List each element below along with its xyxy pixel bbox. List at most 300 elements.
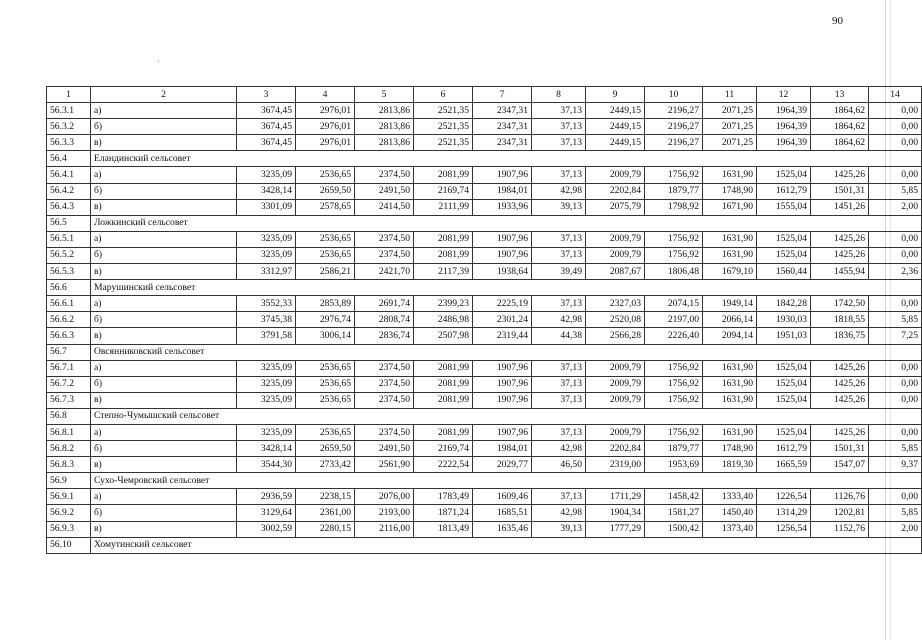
value-cell: 1818,55 <box>811 312 869 328</box>
table-row <box>47 457 922 473</box>
value-cell: 1871,24 <box>414 505 473 521</box>
row-code: 56.9.3 <box>47 521 91 537</box>
value-cell: 2081,99 <box>414 424 473 440</box>
section-row <box>47 151 922 167</box>
section-name: Овсянниковский сельсовет <box>91 344 922 360</box>
row-subitem: в) <box>91 264 237 280</box>
row-code: 56.6.3 <box>47 328 91 344</box>
value-cell: 1907,96 <box>473 231 532 247</box>
value-cell: 3674,45 <box>237 119 296 135</box>
value-cell: 2009,79 <box>586 247 645 263</box>
value-cell: 5,85 <box>869 505 922 521</box>
value-cell: 3235,09 <box>237 424 296 440</box>
row-code: 56.7.2 <box>47 376 91 392</box>
table-row <box>47 521 922 537</box>
value-cell: 0,00 <box>869 247 922 263</box>
row-code: 56.10 <box>47 537 91 553</box>
section-name: Марушинский сельсовет <box>91 280 922 296</box>
value-cell: 2238,15 <box>296 489 355 505</box>
table-row <box>47 360 922 376</box>
value-cell: 2071,25 <box>703 103 757 119</box>
value-cell: 2009,79 <box>586 231 645 247</box>
value-cell: 37,13 <box>532 247 586 263</box>
value-cell: 1425,26 <box>811 247 869 263</box>
value-cell: 1904,34 <box>586 505 645 521</box>
value-cell: 2319,44 <box>473 328 532 344</box>
value-cell: 42,98 <box>532 312 586 328</box>
value-cell: 1501,31 <box>811 183 869 199</box>
value-cell: 1819,30 <box>703 457 757 473</box>
value-cell: 1525,04 <box>757 376 811 392</box>
value-cell: 1333,40 <box>703 489 757 505</box>
value-cell: 2169,74 <box>414 441 473 457</box>
column-header: 14 <box>869 87 922 103</box>
row-subitem: в) <box>91 521 237 537</box>
value-cell: 3674,45 <box>237 103 296 119</box>
value-cell: 2225,19 <box>473 296 532 312</box>
value-cell: 2009,79 <box>586 376 645 392</box>
value-cell: 2521,35 <box>414 119 473 135</box>
row-code: 56.4.3 <box>47 199 91 215</box>
row-code: 56.5.1 <box>47 231 91 247</box>
value-cell: 1777,29 <box>586 521 645 537</box>
value-cell: 2327,03 <box>586 296 645 312</box>
value-cell: 1842,28 <box>757 296 811 312</box>
value-cell: 2813,86 <box>355 119 414 135</box>
value-cell: 2075,79 <box>586 199 645 215</box>
value-cell: 1451,26 <box>811 199 869 215</box>
section-row <box>47 537 922 553</box>
value-cell: 44,38 <box>532 328 586 344</box>
page-number: 90 <box>832 15 843 27</box>
value-cell: 1314,29 <box>757 505 811 521</box>
value-cell: 2076,00 <box>355 489 414 505</box>
table-row <box>47 312 922 328</box>
row-code: 56.7.1 <box>47 360 91 376</box>
row-subitem: в) <box>91 392 237 408</box>
table-row <box>47 199 922 215</box>
row-code: 56.9 <box>47 473 91 489</box>
value-cell: 1525,04 <box>757 231 811 247</box>
value-cell: 2066,14 <box>703 312 757 328</box>
row-code: 56.5.3 <box>47 264 91 280</box>
value-cell: 2071,25 <box>703 135 757 151</box>
row-subitem: б) <box>91 119 237 135</box>
value-cell: 37,13 <box>532 392 586 408</box>
section-name: Степно-Чумышский сельсовет <box>91 408 922 424</box>
value-cell: 1152,76 <box>811 521 869 537</box>
value-cell: 2374,50 <box>355 360 414 376</box>
value-cell: 37,13 <box>532 489 586 505</box>
row-code: 56.7 <box>47 344 91 360</box>
value-cell: 1501,31 <box>811 441 869 457</box>
value-cell: 5,85 <box>869 312 922 328</box>
value-cell: 2836,74 <box>355 328 414 344</box>
table-row <box>47 505 922 521</box>
section-row <box>47 473 922 489</box>
value-cell: 2561,90 <box>355 457 414 473</box>
table-row <box>47 424 922 440</box>
value-cell: 2280,15 <box>296 521 355 537</box>
table-row <box>47 328 922 344</box>
row-code: 56.6 <box>47 280 91 296</box>
value-cell: 2421,70 <box>355 264 414 280</box>
value-cell: 2536,65 <box>296 424 355 440</box>
value-cell: 1711,29 <box>586 489 645 505</box>
value-cell: 2374,50 <box>355 376 414 392</box>
value-cell: 2536,65 <box>296 392 355 408</box>
value-cell: 2193,00 <box>355 505 414 521</box>
value-cell: 1953,69 <box>645 457 703 473</box>
value-cell: 1951,03 <box>757 328 811 344</box>
value-cell: 0,00 <box>869 167 922 183</box>
value-cell: 2169,74 <box>414 183 473 199</box>
value-cell: 2196,27 <box>645 119 703 135</box>
value-cell: 1425,26 <box>811 392 869 408</box>
value-cell: 2117,39 <box>414 264 473 280</box>
value-cell: 1635,46 <box>473 521 532 537</box>
value-cell: 2081,99 <box>414 247 473 263</box>
value-cell: 1756,92 <box>645 424 703 440</box>
value-cell: 37,13 <box>532 360 586 376</box>
value-cell: 1458,42 <box>645 489 703 505</box>
value-cell: 1631,90 <box>703 247 757 263</box>
value-cell: 1256,54 <box>757 521 811 537</box>
value-cell: 0,00 <box>869 119 922 135</box>
value-cell: 2319,00 <box>586 457 645 473</box>
value-cell: 1425,26 <box>811 167 869 183</box>
value-cell: 0,00 <box>869 360 922 376</box>
value-cell: 1631,90 <box>703 360 757 376</box>
row-code: 56.5.2 <box>47 247 91 263</box>
value-cell: 1879,77 <box>645 441 703 457</box>
table-body <box>47 87 922 554</box>
column-header: 2 <box>91 87 237 103</box>
row-subitem: б) <box>91 312 237 328</box>
value-cell: 1547,07 <box>811 457 869 473</box>
row-subitem: а) <box>91 103 237 119</box>
value-cell: 1964,39 <box>757 135 811 151</box>
value-cell: 1525,04 <box>757 360 811 376</box>
value-cell: 1938,64 <box>473 264 532 280</box>
value-cell: 42,98 <box>532 441 586 457</box>
row-code: 56.6.2 <box>47 312 91 328</box>
value-cell: 1748,90 <box>703 183 757 199</box>
value-cell: 3745,38 <box>237 312 296 328</box>
value-cell: 3312,97 <box>237 264 296 280</box>
value-cell: 2094,14 <box>703 328 757 344</box>
value-cell: 1756,92 <box>645 247 703 263</box>
value-cell: 1864,62 <box>811 135 869 151</box>
value-cell: 2081,99 <box>414 392 473 408</box>
table-row <box>47 392 922 408</box>
value-cell: 2491,50 <box>355 441 414 457</box>
value-cell: 1631,90 <box>703 167 757 183</box>
value-cell: 1907,96 <box>473 392 532 408</box>
row-subitem: а) <box>91 489 237 505</box>
value-cell: 2586,21 <box>296 264 355 280</box>
value-cell: 2813,86 <box>355 103 414 119</box>
value-cell: 39,49 <box>532 264 586 280</box>
value-cell: 3674,45 <box>237 135 296 151</box>
value-cell: 39,13 <box>532 521 586 537</box>
row-subitem: в) <box>91 457 237 473</box>
row-subitem: б) <box>91 376 237 392</box>
value-cell: 2536,65 <box>296 376 355 392</box>
section-row <box>47 344 922 360</box>
value-cell: 2361,00 <box>296 505 355 521</box>
value-cell: 0,00 <box>869 296 922 312</box>
value-cell: 2301,24 <box>473 312 532 328</box>
value-cell: 2399,23 <box>414 296 473 312</box>
value-cell: 3129,64 <box>237 505 296 521</box>
column-header: 1 <box>47 87 91 103</box>
value-cell: 1742,50 <box>811 296 869 312</box>
value-cell: 1806,48 <box>645 264 703 280</box>
value-cell: 1525,04 <box>757 424 811 440</box>
value-cell: 2414,50 <box>355 199 414 215</box>
value-cell: 1500,42 <box>645 521 703 537</box>
value-cell: 3002,59 <box>237 521 296 537</box>
table-row <box>47 441 922 457</box>
value-cell: 2536,65 <box>296 360 355 376</box>
value-cell: 2009,79 <box>586 392 645 408</box>
value-cell: 3235,09 <box>237 247 296 263</box>
value-cell: 1555,04 <box>757 199 811 215</box>
value-cell: 0,00 <box>869 392 922 408</box>
value-cell: 1864,62 <box>811 119 869 135</box>
value-cell: 1836,75 <box>811 328 869 344</box>
value-cell: 42,98 <box>532 183 586 199</box>
tariff-table <box>46 86 922 554</box>
value-cell: 2659,50 <box>296 441 355 457</box>
table-row <box>47 264 922 280</box>
table-header-row <box>47 87 922 103</box>
value-cell: 2009,79 <box>586 360 645 376</box>
value-cell: 2226,40 <box>645 328 703 344</box>
row-subitem: в) <box>91 135 237 151</box>
value-cell: 1525,04 <box>757 167 811 183</box>
value-cell: 1525,04 <box>757 247 811 263</box>
value-cell: 1756,92 <box>645 231 703 247</box>
value-cell: 2029,77 <box>473 457 532 473</box>
row-code: 56.7.3 <box>47 392 91 408</box>
value-cell: 3006,14 <box>296 328 355 344</box>
value-cell: 37,13 <box>532 135 586 151</box>
table-row <box>47 167 922 183</box>
value-cell: 3235,09 <box>237 167 296 183</box>
column-header: 9 <box>586 87 645 103</box>
value-cell: 2808,74 <box>355 312 414 328</box>
value-cell: 3428,14 <box>237 441 296 457</box>
value-cell: 3235,09 <box>237 360 296 376</box>
value-cell: 7,25 <box>869 328 922 344</box>
value-cell: 2521,35 <box>414 135 473 151</box>
table-row <box>47 296 922 312</box>
value-cell: 2449,15 <box>586 119 645 135</box>
value-cell: 37,13 <box>532 424 586 440</box>
value-cell: 1984,01 <box>473 441 532 457</box>
value-cell: 2,00 <box>869 521 922 537</box>
value-cell: 2081,99 <box>414 167 473 183</box>
row-subitem: а) <box>91 424 237 440</box>
row-subitem: б) <box>91 183 237 199</box>
value-cell: 1609,46 <box>473 489 532 505</box>
value-cell: 1126,76 <box>811 489 869 505</box>
table-row <box>47 183 922 199</box>
column-header: 6 <box>414 87 473 103</box>
table-row <box>47 489 922 505</box>
value-cell: 2486,98 <box>414 312 473 328</box>
row-code: 56.4.1 <box>47 167 91 183</box>
value-cell: 2116,00 <box>355 521 414 537</box>
value-cell: 2222,54 <box>414 457 473 473</box>
value-cell: 2536,65 <box>296 247 355 263</box>
value-cell: 0,00 <box>869 231 922 247</box>
value-cell: 2081,99 <box>414 376 473 392</box>
value-cell: 0,00 <box>869 376 922 392</box>
row-subitem: а) <box>91 360 237 376</box>
value-cell: 1984,01 <box>473 183 532 199</box>
value-cell: 1525,04 <box>757 392 811 408</box>
value-cell: 1455,94 <box>811 264 869 280</box>
value-cell: 1964,39 <box>757 103 811 119</box>
table-row <box>47 103 922 119</box>
value-cell: 2347,31 <box>473 119 532 135</box>
value-cell: 2936,59 <box>237 489 296 505</box>
value-cell: 2074,15 <box>645 296 703 312</box>
row-code: 56.9.1 <box>47 489 91 505</box>
value-cell: 1798,92 <box>645 199 703 215</box>
value-cell: 1612,79 <box>757 183 811 199</box>
value-cell: 2491,50 <box>355 183 414 199</box>
table-row <box>47 231 922 247</box>
value-cell: 2009,79 <box>586 424 645 440</box>
value-cell: 2976,74 <box>296 312 355 328</box>
value-cell: 1907,96 <box>473 247 532 263</box>
column-header: 10 <box>645 87 703 103</box>
value-cell: 2374,50 <box>355 167 414 183</box>
value-cell: 2813,86 <box>355 135 414 151</box>
value-cell: 3552,33 <box>237 296 296 312</box>
value-cell: 1665,59 <box>757 457 811 473</box>
section-row <box>47 280 922 296</box>
value-cell: 2853,89 <box>296 296 355 312</box>
value-cell: 3235,09 <box>237 231 296 247</box>
value-cell: 1685,51 <box>473 505 532 521</box>
value-cell: 2111,99 <box>414 199 473 215</box>
value-cell: 1425,26 <box>811 360 869 376</box>
row-code: 56.3.1 <box>47 103 91 119</box>
row-subitem: а) <box>91 231 237 247</box>
value-cell: 1679,10 <box>703 264 757 280</box>
row-code: 56.8 <box>47 408 91 424</box>
scan-speck: · <box>157 57 160 66</box>
column-header: 13 <box>811 87 869 103</box>
column-header: 7 <box>473 87 532 103</box>
section-row <box>47 408 922 424</box>
value-cell: 1964,39 <box>757 119 811 135</box>
value-cell: 1202,81 <box>811 505 869 521</box>
row-code: 56.4 <box>47 151 91 167</box>
value-cell: 1907,96 <box>473 424 532 440</box>
value-cell: 37,13 <box>532 376 586 392</box>
value-cell: 1933,96 <box>473 199 532 215</box>
value-cell: 1907,96 <box>473 376 532 392</box>
table-row <box>47 376 922 392</box>
value-cell: 2071,25 <box>703 119 757 135</box>
row-code: 56.5 <box>47 215 91 231</box>
value-cell: 2659,50 <box>296 183 355 199</box>
column-header: 11 <box>703 87 757 103</box>
row-subitem: а) <box>91 296 237 312</box>
row-code: 56.3.2 <box>47 119 91 135</box>
value-cell: 2081,99 <box>414 231 473 247</box>
value-cell: 37,13 <box>532 296 586 312</box>
section-name: Еландинский сельсовет <box>91 151 922 167</box>
value-cell: 2521,35 <box>414 103 473 119</box>
value-cell: 1864,62 <box>811 103 869 119</box>
value-cell: 37,13 <box>532 103 586 119</box>
value-cell: 46,50 <box>532 457 586 473</box>
value-cell: 2374,50 <box>355 231 414 247</box>
row-subitem: б) <box>91 505 237 521</box>
value-cell: 2196,27 <box>645 103 703 119</box>
value-cell: 1756,92 <box>645 167 703 183</box>
row-subitem: в) <box>91 328 237 344</box>
value-cell: 1756,92 <box>645 376 703 392</box>
value-cell: 1631,90 <box>703 392 757 408</box>
value-cell: 2009,79 <box>586 167 645 183</box>
column-header: 5 <box>355 87 414 103</box>
value-cell: 2202,84 <box>586 183 645 199</box>
value-cell: 3791,58 <box>237 328 296 344</box>
value-cell: 2374,50 <box>355 247 414 263</box>
value-cell: 1373,40 <box>703 521 757 537</box>
column-header: 8 <box>532 87 586 103</box>
column-header: 3 <box>237 87 296 103</box>
value-cell: 5,85 <box>869 441 922 457</box>
value-cell: 1671,90 <box>703 199 757 215</box>
value-cell: 1631,90 <box>703 231 757 247</box>
value-cell: 9,37 <box>869 457 922 473</box>
value-cell: 0,00 <box>869 103 922 119</box>
value-cell: 1631,90 <box>703 424 757 440</box>
row-code: 56.8.2 <box>47 441 91 457</box>
value-cell: 1756,92 <box>645 392 703 408</box>
value-cell: 1425,26 <box>811 231 869 247</box>
row-code: 56.3.3 <box>47 135 91 151</box>
value-cell: 1783,49 <box>414 489 473 505</box>
value-cell: 2536,65 <box>296 167 355 183</box>
column-header: 12 <box>757 87 811 103</box>
value-cell: 2449,15 <box>586 135 645 151</box>
value-cell: 1930,03 <box>757 312 811 328</box>
value-cell: 37,13 <box>532 119 586 135</box>
value-cell: 1425,26 <box>811 424 869 440</box>
value-cell: 39,13 <box>532 199 586 215</box>
value-cell: 1756,92 <box>645 360 703 376</box>
value-cell: 2976,01 <box>296 135 355 151</box>
value-cell: 2733,42 <box>296 457 355 473</box>
value-cell: 2081,99 <box>414 360 473 376</box>
value-cell: 3428,14 <box>237 183 296 199</box>
value-cell: 0,00 <box>869 424 922 440</box>
value-cell: 1581,27 <box>645 505 703 521</box>
row-code: 56.8.3 <box>47 457 91 473</box>
value-cell: 3301,09 <box>237 199 296 215</box>
value-cell: 2536,65 <box>296 231 355 247</box>
